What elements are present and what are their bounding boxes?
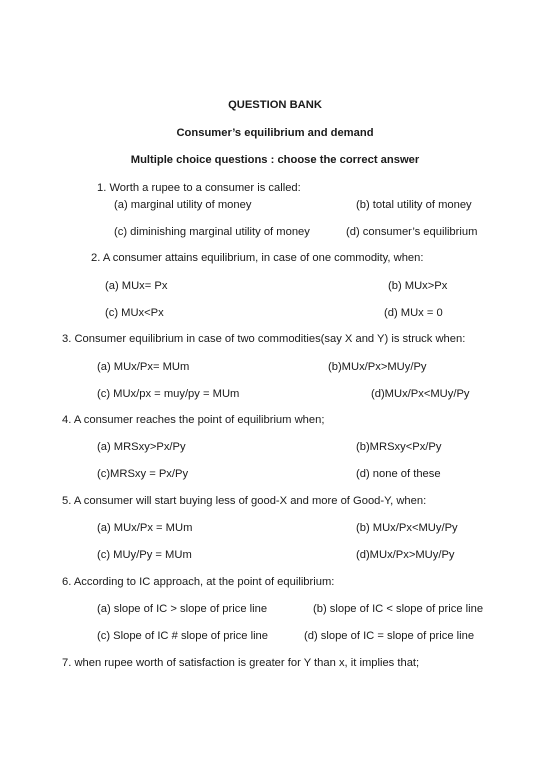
question-2-option-a: (a) MUx= Px: [105, 280, 168, 292]
page-instruction: Multiple choice questions : choose the correct answer: [130, 154, 420, 166]
question-5-option-a: (a) MUx/Px = MUm: [97, 522, 193, 534]
question-6-text: 6. According to IC approach, at the point of equilibrium:: [62, 576, 335, 588]
question-6-option-c: (c) Slope of IC # slope of price line: [97, 630, 269, 642]
question-3-option-c: (c) MUx/px = muy/py = MUm: [97, 388, 240, 400]
question-4-option-b: (b)MRSxy<Px/Py: [356, 441, 442, 453]
question-6-option-b: (b) slope of IC < slope of price line: [313, 603, 484, 615]
question-1-option-b: (b) total utility of money: [356, 199, 472, 211]
question-4-text: 4. A consumer reaches the point of equilibrium when;: [62, 414, 325, 426]
question-3-option-b: (b)MUx/Px>MUy/Py: [328, 361, 427, 373]
question-2-option-d: (d) MUx = 0: [384, 307, 443, 319]
question-6-option-d: (d) slope of IC = slope of price line: [304, 630, 475, 642]
question-1-option-d: (d) consumer’s equilibrium: [346, 226, 478, 238]
page-title: QUESTION BANK: [228, 99, 322, 111]
question-4-option-a: (a) MRSxy>Px/Py: [97, 441, 186, 453]
question-2-option-c: (c) MUx<Px: [105, 307, 164, 319]
question-3-option-d: (d)MUx/Px<MUy/Py: [371, 388, 470, 400]
question-6-option-a: (a) slope of IC > slope of price line: [97, 603, 268, 615]
question-3-option-a: (a) MUx/Px= MUm: [97, 361, 190, 373]
question-2-option-b: (b) MUx>Px: [388, 280, 448, 292]
question-1-option-a: (a) marginal utility of money: [114, 199, 252, 211]
question-4-option-c: (c)MRSxy = Px/Py: [97, 468, 189, 480]
question-4-option-d: (d) none of these: [356, 468, 441, 480]
question-1-text: 1. Worth a rupee to a consumer is called:: [97, 182, 301, 194]
question-5-option-d: (d)MUx/Px>MUy/Py: [356, 549, 455, 561]
question-1-option-c: (c) diminishing marginal utility of money: [114, 226, 310, 238]
page-subtitle: Consumer’s equilibrium and demand: [176, 127, 374, 139]
question-5-option-b: (b) MUx/Px<MUy/Py: [356, 522, 458, 534]
question-5-text: 5. A consumer will start buying less of good-X and more of Good-Y, when:: [62, 495, 427, 507]
question-3-text: 3. Consumer equilibrium in case of two commodities(say X and Y) is struck when:: [62, 333, 466, 345]
question-7-text: 7. when rupee worth of satisfaction is greater for Y than x, it implies that;: [62, 657, 420, 669]
question-5-option-c: (c) MUy/Py = MUm: [97, 549, 192, 561]
question-2-text: 2. A consumer attains equilibrium, in case of one commodity, when:: [91, 252, 424, 264]
